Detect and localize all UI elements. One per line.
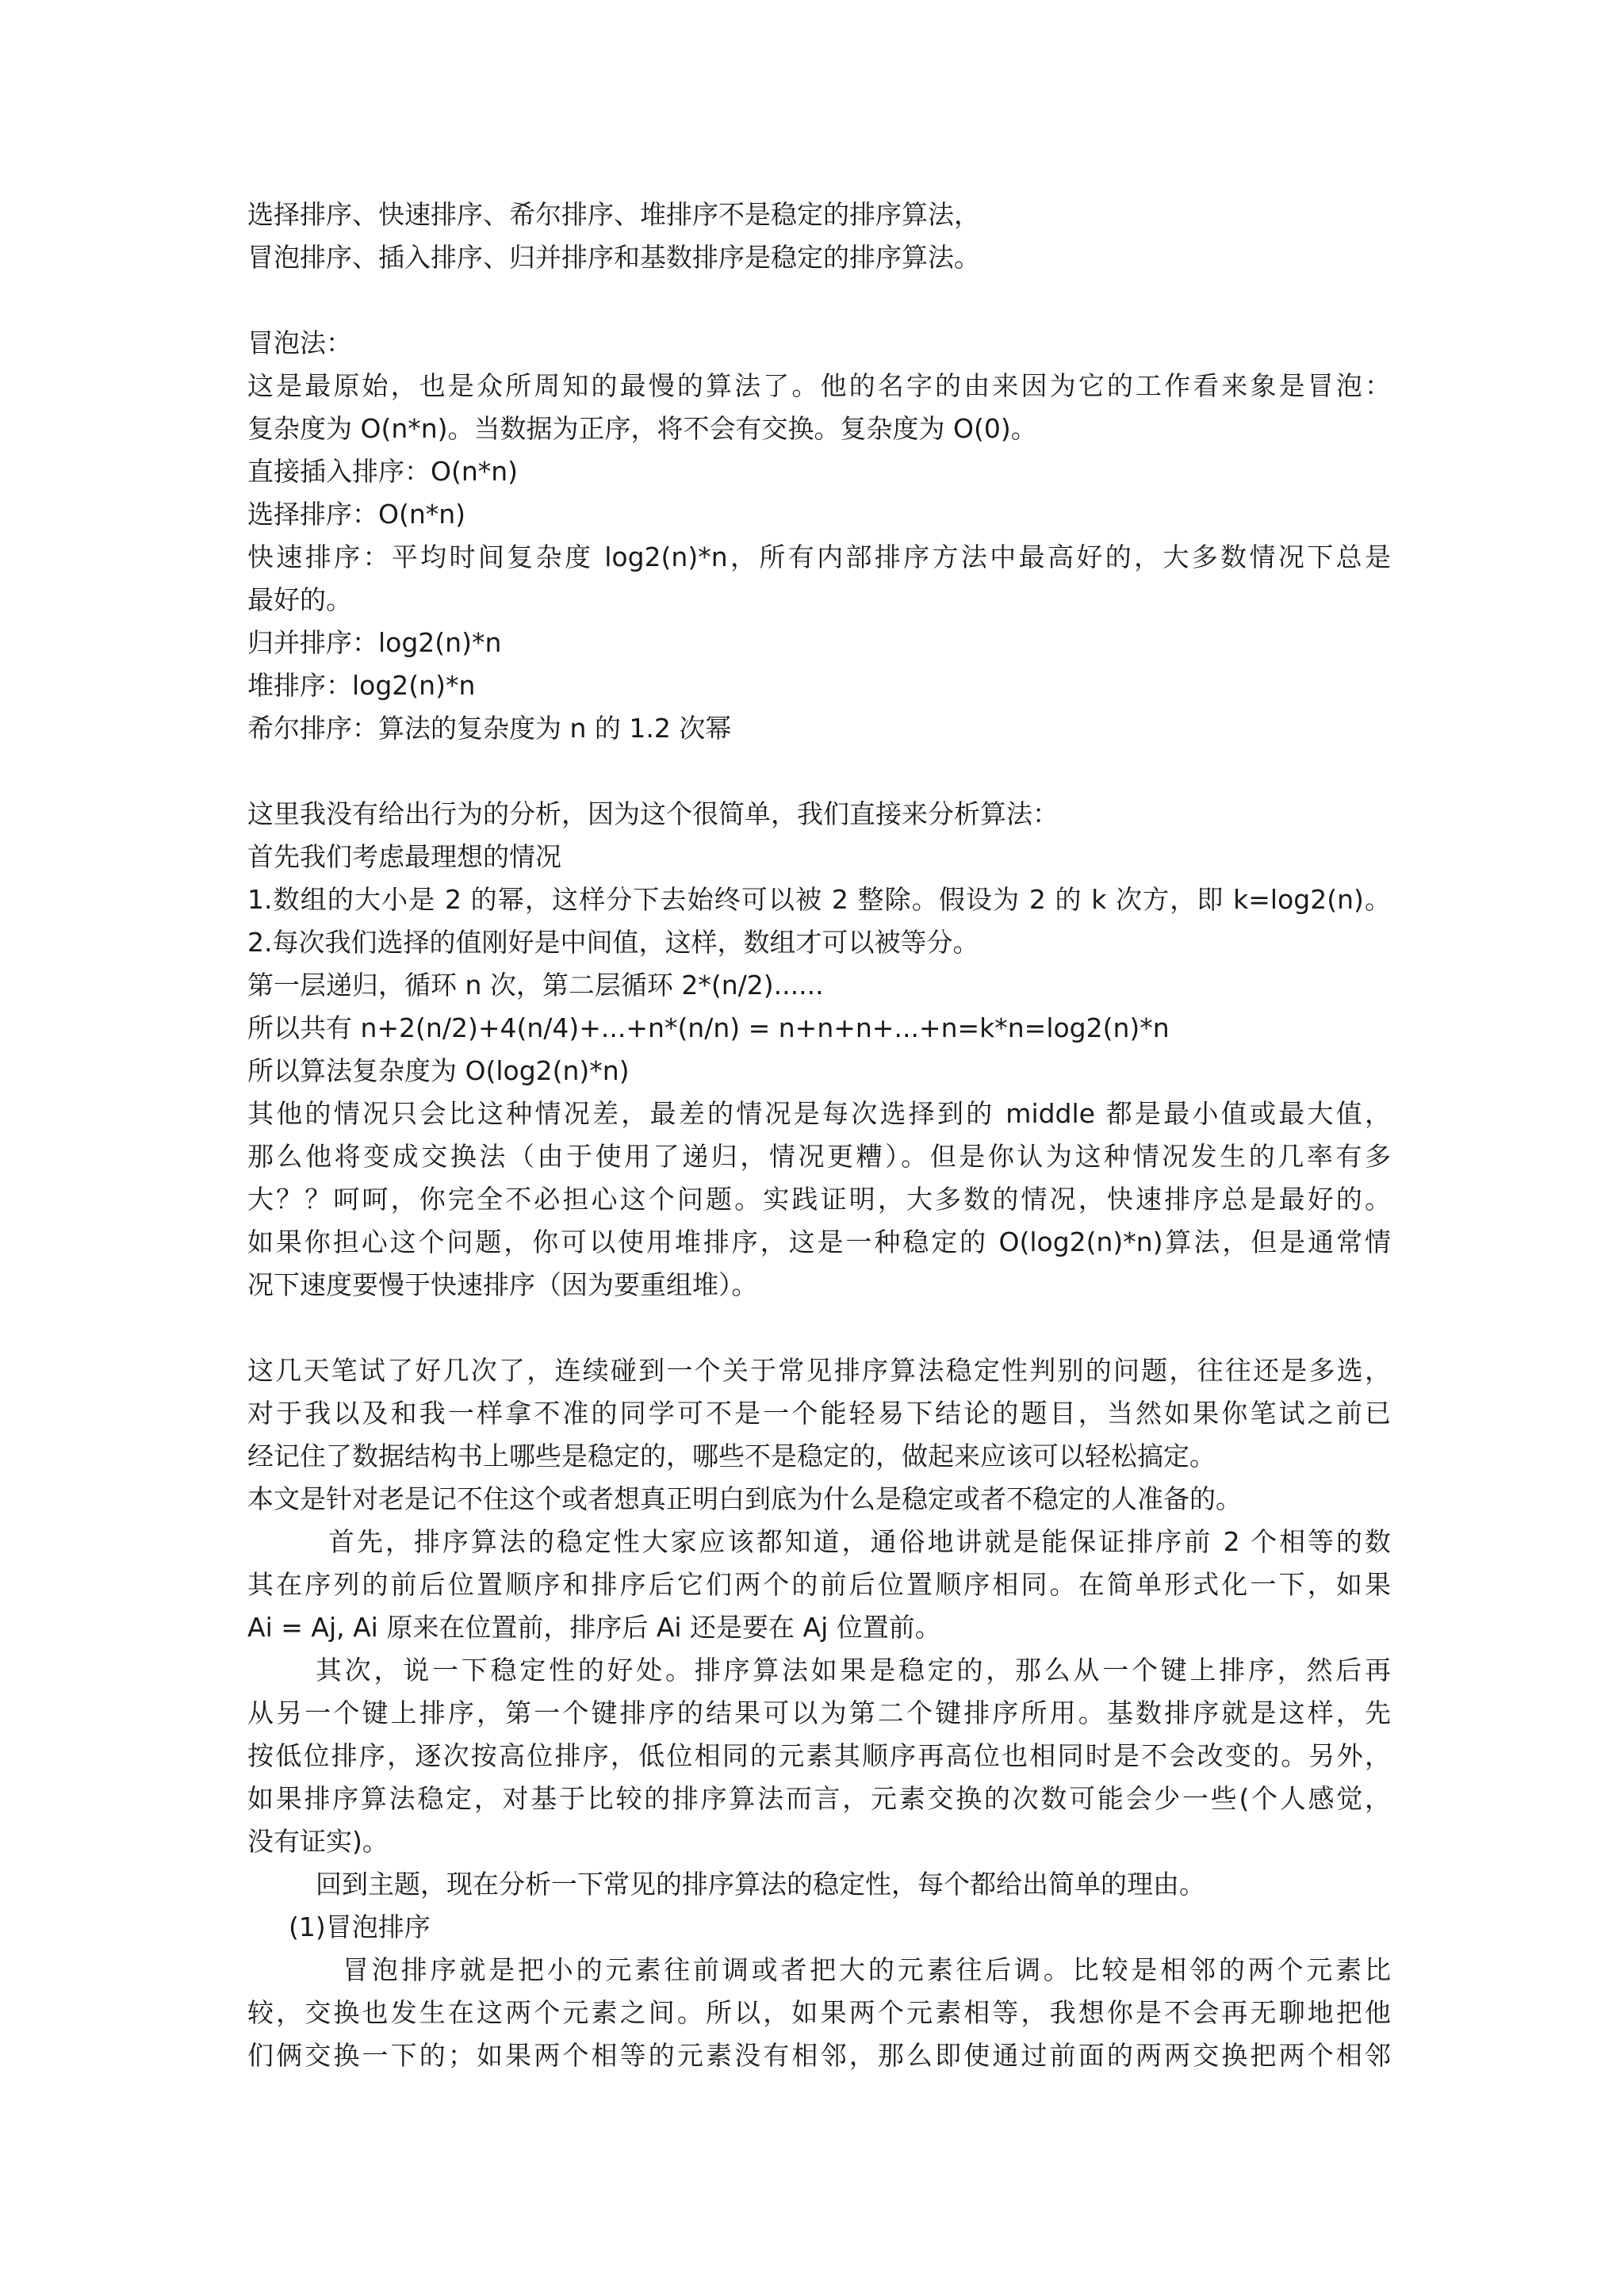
blank-line <box>247 279 1391 322</box>
text-line: 直接插入排序：O(n*n) <box>247 456 519 487</box>
text-line: 归并排序：log2(n)*n <box>247 627 502 658</box>
text-line: 本文是针对老是记不住这个或者想真正明白到底为什么是稳定或者不稳定的人准备的。 <box>247 1483 1242 1514</box>
document-body <box>247 193 1391 2077</box>
text-line: 况下速度要慢于快速排序（因为要重组堆）。 <box>247 1269 758 1300</box>
text-line: 如果你担心这个问题，你可以使用堆排序，这是一种稳定的 O(log2(n)*n)算法，但是通常情 <box>247 1226 1391 1257</box>
text-line: 其他的情况只会比这种情况差，最差的情况是每次选择到的 middle 都是最小值或最大值， <box>247 1098 1391 1129</box>
text-line: 首先我们考虑最理想的情况 <box>247 841 561 872</box>
text-line: 其次，说一下稳定性的好处。排序算法如果是稳定的，那么从一个键上排序，然后再 <box>316 1655 1391 1686</box>
text-line: 快速排序：平均时间复杂度 log2(n)*n，所有内部排序方法中最高好的，大多数情况下总是 <box>247 541 1391 572</box>
text-line: 这几天笔试了好几次了，连续碰到一个关于常见排序算法稳定性判别的问题，往往还是多选， <box>247 1355 1391 1386</box>
text-line: 没有证实)。 <box>247 1826 389 1857</box>
text-line: 最好的。 <box>247 584 352 615</box>
text-line: 那么他将变成交换法（由于使用了递归，情况更糟）。但是你认为这种情况发生的几率有多 <box>247 1141 1391 1172</box>
text-line: 冒泡排序就是把小的元素往前调或者把大的元素往后调。比较是相邻的两个元素比 <box>343 1954 1391 1985</box>
text-line: 希尔排序：算法的复杂度为 n 的 1.2 次幂 <box>247 713 732 744</box>
blank-line <box>247 750 1391 793</box>
text-line: 对于我以及和我一样拿不准的同学可不是一个能轻易下结论的题目，当然如果你笔试之前已 <box>247 1398 1391 1429</box>
text-line: 2.每次我们选择的值刚好是中间值，这样，数组才可以被等分。 <box>247 927 979 958</box>
text-line: 首先，排序算法的稳定性大家应该都知道，通俗地讲就是能保证排序前 2 个相等的数 <box>328 1526 1391 1557</box>
text-line: 冒泡排序、插入排序、归并排序和基数排序是稳定的排序算法。 <box>247 242 980 273</box>
text-line: 第一层递归，循环 n 次，第二层循环 2*(n/2)...... <box>247 970 824 1001</box>
text-line: 按低位排序，逐次按高位排序，低位相同的元素其顺序再高位也相同时是不会改变的。另外， <box>247 1740 1391 1771</box>
text-line: 选择排序：O(n*n) <box>247 499 466 530</box>
text-line: 大？？呵呵，你完全不必担心这个问题。实践证明，大多数的情况，快速排序总是最好的。 <box>247 1184 1391 1215</box>
text-line: 选择排序、快速排序、希尔排序、堆排序不是稳定的排序算法， <box>247 199 980 230</box>
text-line: 回到主题，现在分析一下常见的排序算法的稳定性，每个都给出简单的理由。 <box>316 1869 1205 1900</box>
text-line: 1.数组的大小是 2 的幂，这样分下去始终可以被 2 整除。假设为 2 的 k 次方，即 k=log2(n)。 <box>247 884 1391 915</box>
text-line: 经记住了数据结构书上哪些是稳定的，哪些不是稳定的，做起来应该可以轻松搞定。 <box>247 1441 1216 1471</box>
text-line: 其在序列的前后位置顺序和排序后它们两个的前后位置顺序相同。在简单形式化一下，如果 <box>247 1569 1391 1600</box>
section-heading-bubble: 冒泡法： <box>247 327 352 358</box>
text-line: 所以共有 n+2(n/2)+4(n/4)+...+n*(n/n) = n+n+n+...+n=k*n=log2(n)*n <box>247 1012 1170 1043</box>
text-line: 们俩交换一下的；如果两个相等的元素没有相邻，那么即使通过前面的两两交换把两个相邻 <box>247 2040 1391 2071</box>
text-line: 这里我没有给出行为的分析，因为这个很简单，我们直接来分析算法： <box>247 798 1059 829</box>
text-line: 这是最原始，也是众所周知的最慢的算法了。他的名字的由来因为它的工作看来象是冒泡： <box>247 370 1391 401</box>
text-line: 复杂度为 O(n*n)。当数据为正序，将不会有交换。复杂度为 O(0)。 <box>247 413 1037 444</box>
text-line: 较，交换也发生在这两个元素之间。所以，如果两个元素相等，我想你是不会再无聊地把他 <box>247 1997 1391 2028</box>
text-line: 所以算法复杂度为 O(log2(n)*n) <box>247 1055 630 1086</box>
text-line: 堆排序：log2(n)*n <box>247 670 476 701</box>
text-line: 如果排序算法稳定，对基于比较的排序算法而言，元素交换的次数可能会少一些(个人感觉， <box>247 1783 1391 1814</box>
text-line: 从另一个键上排序，第一个键排序的结果可以为第二个键排序所用。基数排序就是这样，先 <box>247 1697 1391 1728</box>
blank-line <box>247 1307 1391 1349</box>
section-heading-bubble-sort: (1)冒泡排序 <box>289 1911 431 1942</box>
text-line: Ai = Aj, Ai 原来在位置前，排序后 Ai 还是要在 Aj 位置前。 <box>247 1612 941 1643</box>
